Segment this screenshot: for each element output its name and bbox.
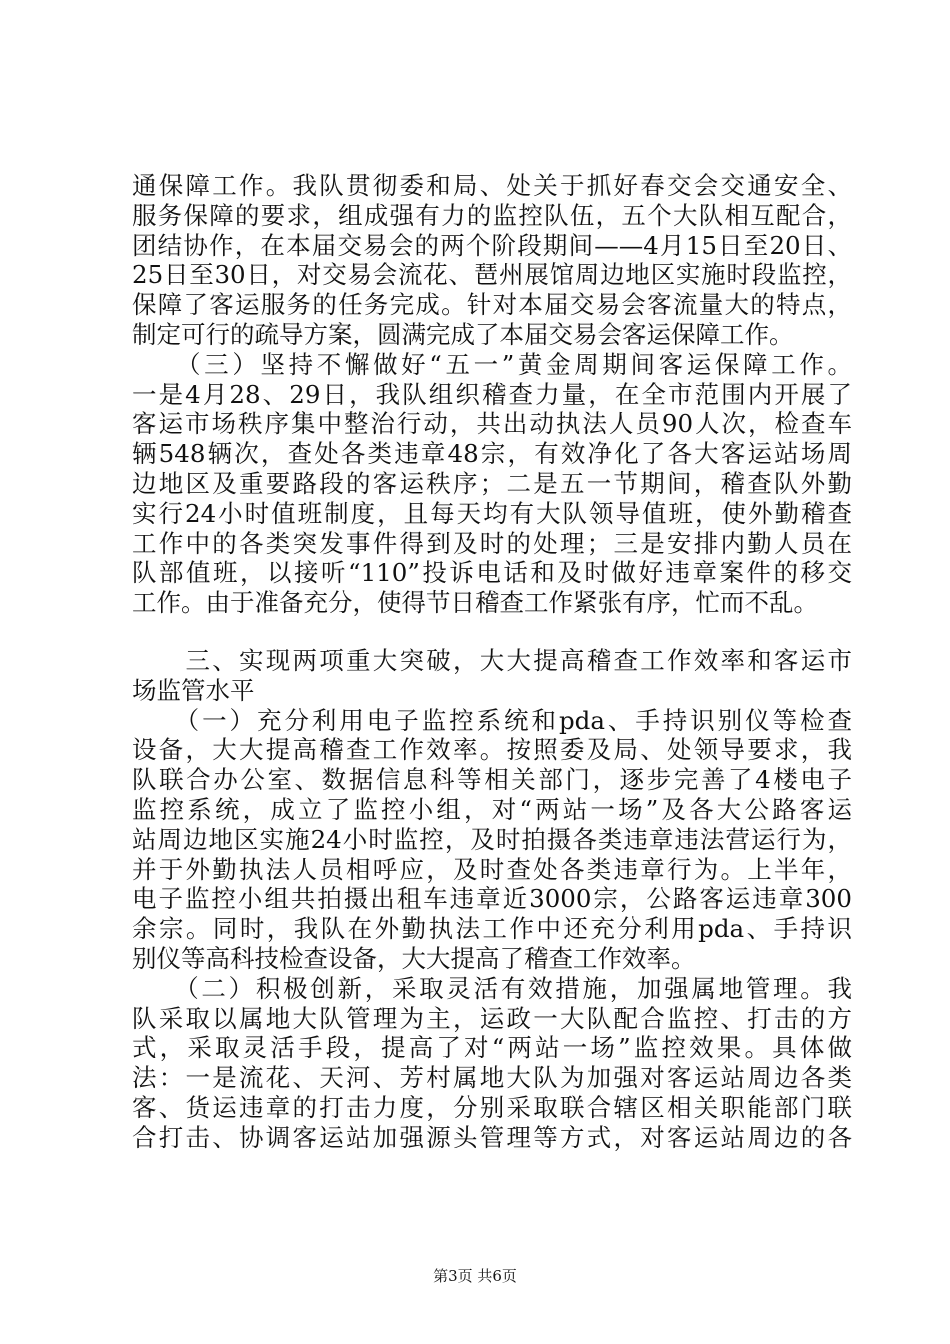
section-heading-three: [132, 646, 852, 706]
text-line: 保障了客运服务的任务完成。针对本届交易会客流量大的特点，: [132, 290, 852, 320]
text-line: 边地区及重要路段的客运秩序；二是五一节期间，稽查队外勤: [132, 468, 852, 498]
text-line: 队采取以属地大队管理为主，运政一大队配合监控、打击的方: [132, 1003, 852, 1033]
text-line: 别仪等高科技检查设备，大大提高了稽查工作效率。: [132, 943, 696, 973]
text-line: （一）充分利用电子监控系统和pda、手持识别仪等检查: [132, 705, 852, 735]
text-line: 队联合办公室、数据信息科等相关部门，逐步完善了4楼电子: [132, 765, 852, 795]
text-line: （二）积极创新，采取灵活有效措施，加强属地管理。我: [132, 973, 852, 1003]
text-line: 工作中的各类突发事件得到及时的处理；三是安排内勤人员在: [132, 528, 852, 558]
text-line: 工作。由于准备充分，使得节日稽查工作紧张有序，忙而不乱。: [132, 588, 818, 618]
text-line: 团结协作，在本届交易会的两个阶段期间——4月15日至20日、: [132, 230, 852, 260]
paragraph-gap: [132, 618, 852, 646]
text-line: 一是4月28、29日，我队组织稽查力量，在全市范围内开展了: [132, 379, 852, 409]
paragraph-electronic-monitoring: [132, 706, 852, 974]
text-line: 队部值班，以接听“110”投诉电话和及时做好违章案件的移交: [132, 558, 852, 588]
text-line: 三、实现两项重大突破，大大提高稽查工作效率和客运市: [132, 645, 852, 675]
text-line: 制定可行的疏导方案，圆满完成了本届交易会客运保障工作。: [132, 319, 794, 349]
paragraph-may-day: [132, 350, 852, 618]
paragraph-spring-fair: [132, 171, 852, 350]
text-line: 余宗。同时，我队在外勤执法工作中还充分利用pda、手持识: [132, 914, 852, 944]
text-line: 场监管水平: [132, 675, 255, 705]
text-line: （三）坚持不懈做好“五一”黄金周期间客运保障工作。: [132, 349, 852, 379]
text-line: 25日至30日，对交易会流花、琶州展馆周边地区实施时段监控，: [132, 260, 852, 290]
text-line: 辆548辆次，查处各类违章48宗，有效净化了各大客运站场周: [132, 439, 852, 469]
page-number: 第3页 共6页: [433, 1267, 517, 1285]
text-line: 合打击、协调客运站加强源头管理等方式，对客运站周边的各: [132, 1122, 852, 1152]
text-line: 服务保障的要求，组成强有力的监控队伍，五个大队相互配合，: [132, 200, 852, 230]
text-line: 式，采取灵活手段，提高了对“两站一场”监控效果。具体做: [132, 1033, 852, 1063]
text-line: 实行24小时值班制度，且每天均有大队领导值班，使外勤稽查: [132, 498, 852, 528]
text-line: 监控系统，成立了监控小组，对“两站一场”及各大公路客运: [132, 794, 852, 824]
text-line: 站周边地区实施24小时监控，及时拍摄各类违章违法营运行为，: [132, 824, 852, 854]
page-footer: [0, 1266, 950, 1286]
document-body: [132, 171, 852, 1153]
text-line: 客运市场秩序集中整治行动，共出动执法人员90人次，检查车: [132, 409, 852, 439]
text-line: 法：一是流花、天河、芳村属地大队为加强对客运站周边各类: [132, 1063, 852, 1093]
text-line: 客、货运违章的打击力度，分别采取联合辖区相关职能部门联: [132, 1092, 852, 1122]
text-line: 通保障工作。我队贯彻委和局、处关于抓好春交会交通安全、: [132, 171, 852, 200]
text-line: 设备，大大提高稽查工作效率。按照委及局、处领导要求，我: [132, 735, 852, 765]
text-line: 电子监控小组共拍摄出租车违章近3000宗，公路客运违章300: [132, 884, 852, 914]
text-line: 并于外勤执法人员相呼应，及时查处各类违章行为。上半年，: [132, 854, 852, 884]
paragraph-territorial-management: [132, 974, 852, 1153]
